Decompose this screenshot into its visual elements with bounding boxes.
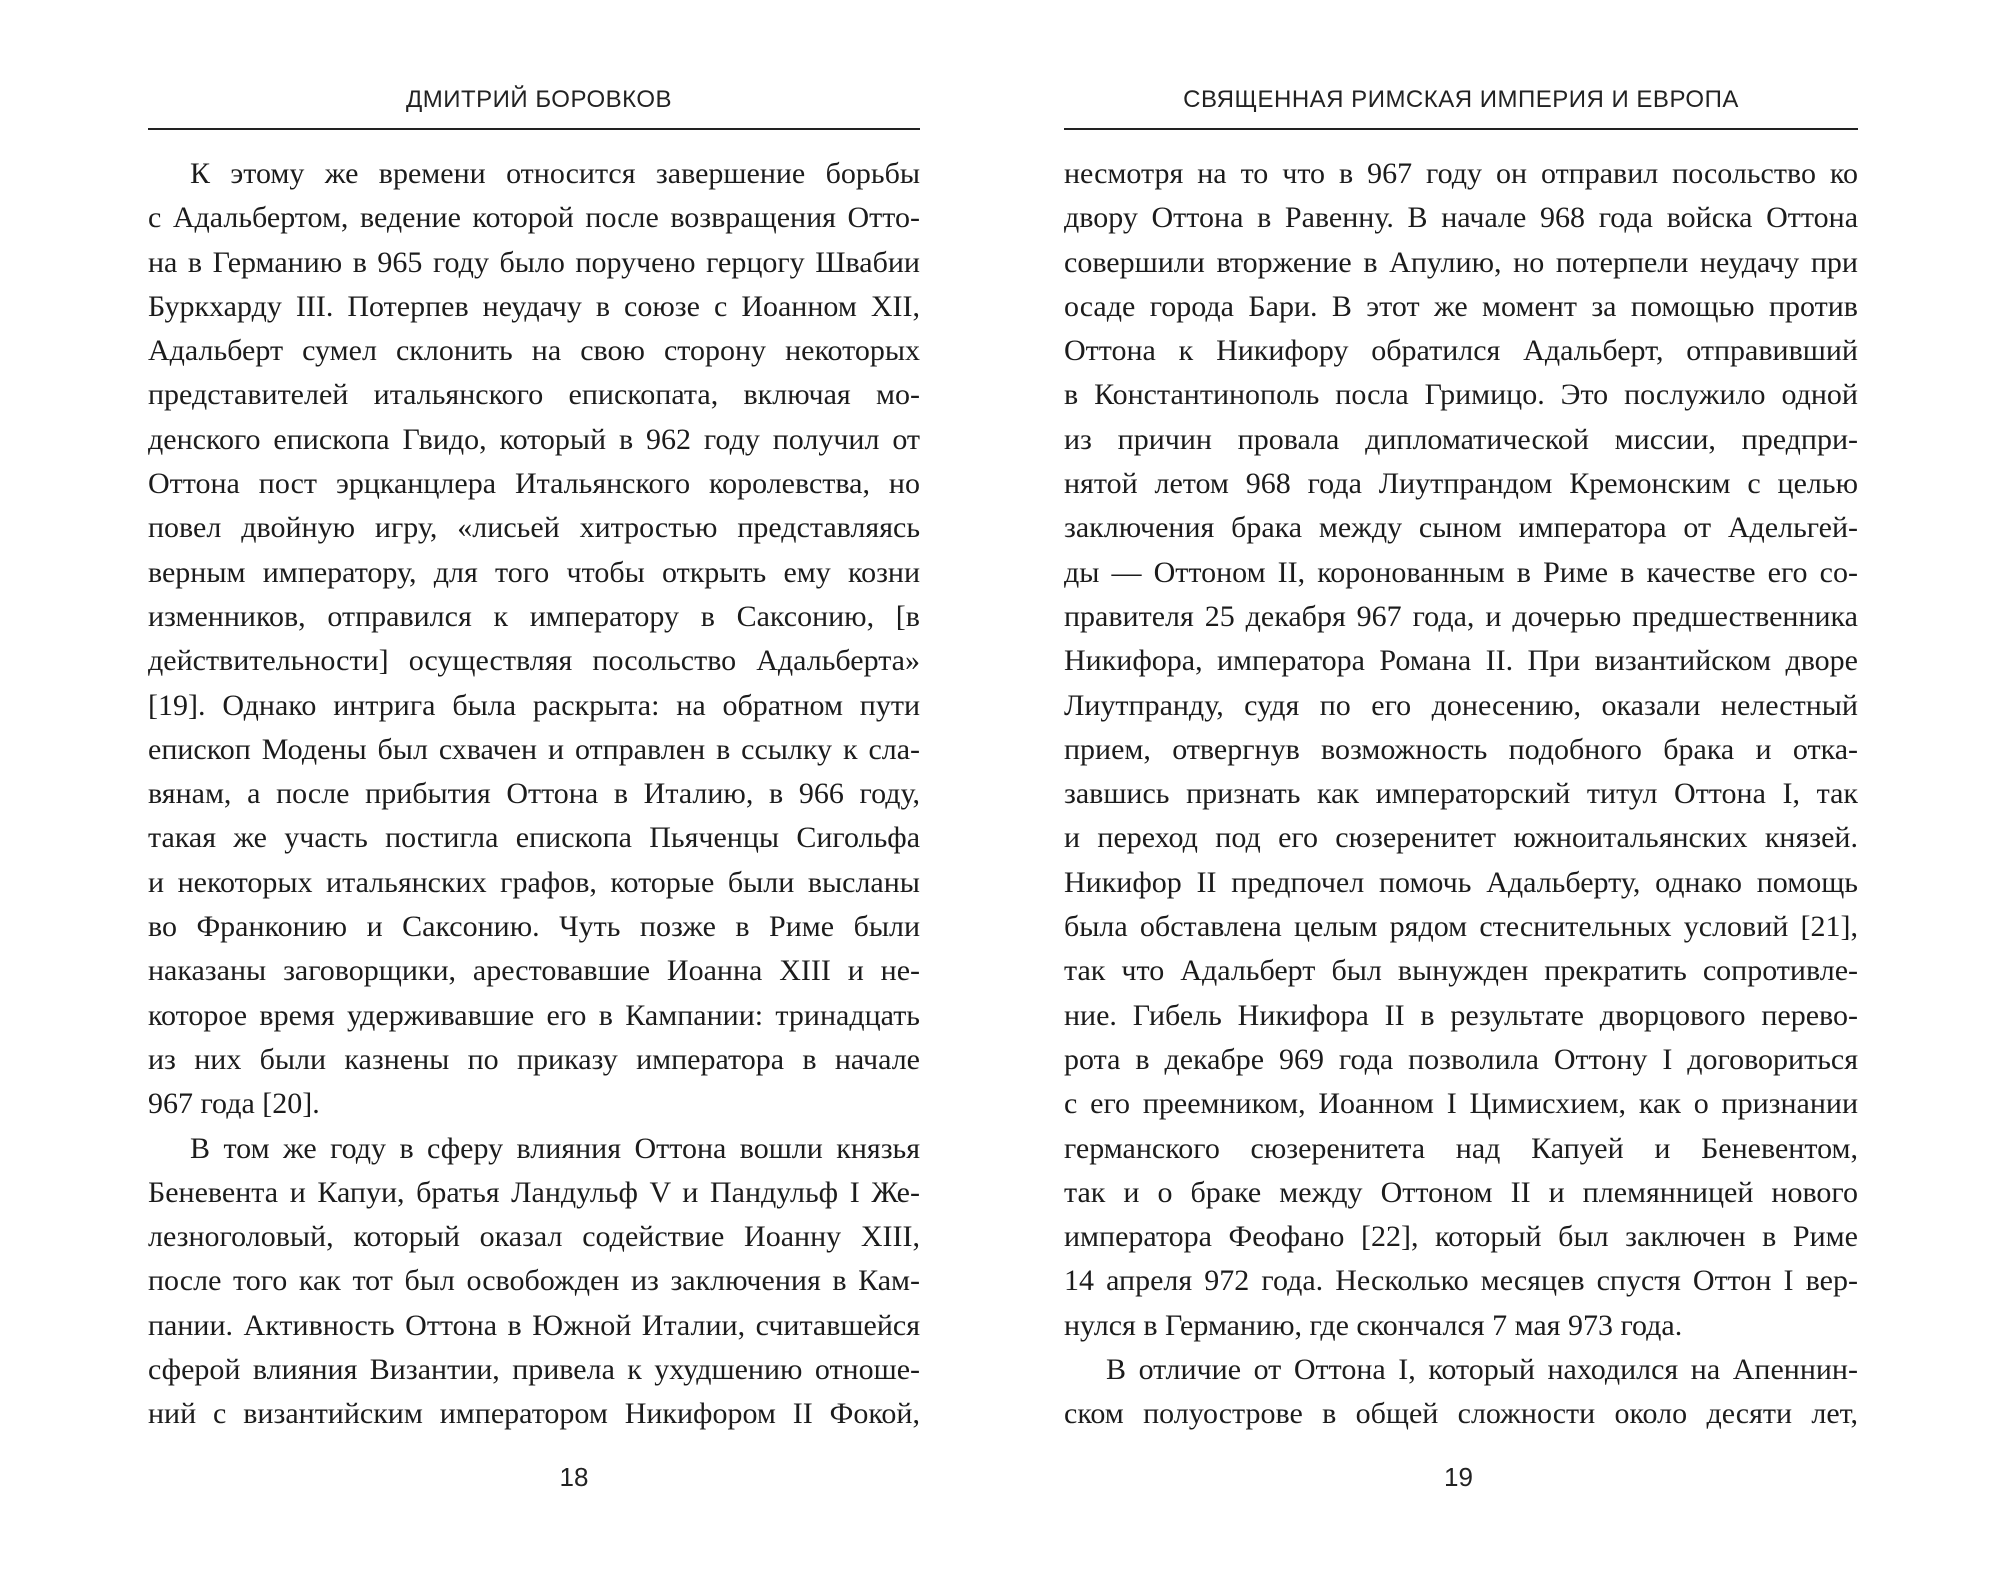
text-line: ды — Оттоном II, коронованным в Риме в качестве его со- <box>1064 555 1858 589</box>
text-line: епископ Модены был схвачен и отправлен в ссылку к сла- <box>148 732 921 766</box>
header-rule-right <box>1064 128 1858 130</box>
text-line: представителей итальянского епископата, включая мо- <box>148 378 920 412</box>
text-line: Лиутпранду, судя по его донесению, оказали нелестный <box>1064 688 1858 722</box>
text-line: осаде города Бари. В этот же момент за помощью против <box>1064 289 1858 323</box>
text-line: двору Оттона в Равенну. В начале 968 года войска Оттона <box>1064 201 1859 235</box>
text-line: действительности] осуществляя посольство Адальберта» <box>148 644 920 678</box>
text-line: была обставлена целым рядом стеснительных условий [21], <box>1064 910 1859 944</box>
page-number-left: 18 <box>559 1462 589 1492</box>
header-rule-left <box>148 128 920 130</box>
text-line: денского епископа Гвидо, который в 962 году получил от <box>148 422 921 456</box>
page-number-right: 19 <box>1444 1462 1473 1492</box>
text-line: вянам, а после прибытия Оттона в Италию, в 966 году, <box>148 777 920 811</box>
text-line: нулся в Германию, где скончался 7 мая 973 года. <box>1064 1308 1683 1342</box>
text-line: во Франконию и Саксонию. Чуть позже в Риме были <box>148 910 921 944</box>
paragraph <box>148 152 920 1127</box>
text-line: 14 апреля 972 года. Несколько месяцев спустя Оттон I вер- <box>1064 1264 1858 1298</box>
text-line: сферой влияния Византии, привела к ухудшению отноше- <box>148 1353 921 1387</box>
text-line: наказаны заговорщики, арестовавшие Иоанна XIII и не- <box>148 954 921 988</box>
text-line: Буркхарду III. Потерпев неудачу в союзе с Иоанном XII, <box>148 289 921 323</box>
text-line: германского сюзеренитета над Капуей и Беневентом, <box>1064 1131 1858 1165</box>
text-line: в Константинополь посла Гримицо. Это послужило одной <box>1064 378 1858 412</box>
text-line: после того как тот был освобожден из заключения в Кам- <box>148 1264 920 1298</box>
text-line: и переход под его сюзеренитет южноитальянских князей. <box>1064 821 1858 855</box>
text-line: несмотря на то что в 967 году он отправил посольство ко <box>1064 157 1858 190</box>
text-line: императора Феофано [22], который был заключен в Риме <box>1064 1220 1858 1254</box>
text-line: нятой летом 968 года Лиутпрандом Кремонским с целью <box>1064 467 1858 501</box>
text-line: Адальберт сумел склонить на свою сторону некоторых <box>148 334 921 368</box>
text-line: Беневента и Капуи, братья Ландульф V и Пандульф I Же- <box>148 1175 920 1209</box>
paragraph <box>148 1127 920 1437</box>
text-line: К этому же времени относится завершение борьбы <box>190 157 920 190</box>
text-line: пании. Активность Оттона в Южной Италии, считавшейся <box>148 1308 921 1342</box>
text-line: В том же году в сферу влияния Оттона вошли князья <box>190 1131 921 1165</box>
text-line: 967 года [20]. <box>148 1087 320 1121</box>
text-line: совершили вторжение в Апулию, но потерпели неудачу при <box>1064 245 1858 279</box>
text-line: с его преемником, Иоанном I Цимисхием, как о признании <box>1064 1087 1859 1121</box>
text-line: так и о браке между Оттоном II и племянницей нового <box>1064 1175 1858 1209</box>
text-line: повел двойную игру, «лисьей хитростью представляясь <box>148 511 921 545</box>
text-line: которое время удерживавшие его в Кампании: тринадцать <box>148 998 920 1032</box>
text-line: ском полуострове в общей сложности около десяти лет, <box>1064 1397 1858 1431</box>
text-line: заключения брака между сыном императора от Адельгей- <box>1064 511 1859 545</box>
text-line: такая же участь постигла епископа Пьяченцы Сигольфа <box>148 821 921 855</box>
running-head-left: ДМИТРИЙ БОРОВКОВ <box>405 86 673 113</box>
text-line: В отличие от Оттона I, который находился на Апеннин- <box>1106 1353 1858 1387</box>
text-line: Оттона к Никифору обратился Адальберт, отправивший <box>1064 334 1858 368</box>
text-line: Никифор II предпочел помочь Адальберту, однако помощь <box>1064 865 1858 899</box>
text-line: из причин провала дипломатической миссии, предпри- <box>1064 422 1858 456</box>
text-line: с Адальбертом, ведение которой после возвращения Отто- <box>148 201 920 235</box>
text-line: так что Адальберт был вынужден прекратить сопротивле- <box>1064 954 1859 988</box>
paragraph <box>1064 1348 1858 1437</box>
text-line: верным императору, для того чтобы открыть ему козни <box>148 555 921 589</box>
right-page <box>1064 0 1858 1580</box>
text-line: ние. Гибель Никифора II в результате дворцового перево- <box>1064 998 1858 1032</box>
text-line: правителя 25 декабря 967 года, и дочерью предшественника <box>1064 599 1858 633</box>
text-line: завшись признать как императорский титул Оттона I, так <box>1064 777 1858 811</box>
text-line: прием, отвергнув возможность подобного брака и отка- <box>1064 732 1858 766</box>
text-line: изменников, отправился к императору в Саксонию, [в <box>148 599 920 633</box>
text-line: лезноголовый, который оказал содействие Иоанну XIII, <box>148 1220 921 1254</box>
left-page <box>148 0 920 1580</box>
text-line: [19]. Однако интрига была раскрыта: на обратном пути <box>148 688 921 722</box>
text-line: и некоторых итальянских графов, которые были высланы <box>148 865 920 899</box>
body-text-left <box>148 152 920 1437</box>
text-line: рота в декабре 969 года позволила Оттону I договориться <box>1064 1042 1859 1076</box>
body-text-right <box>1064 152 1858 1437</box>
paragraph <box>1064 152 1858 1348</box>
text-line: из них были казнены по приказу императора в начале <box>148 1042 920 1076</box>
text-line: на в Германию в 965 году было поручено герцогу Швабии <box>148 245 920 279</box>
text-line: Оттона пост эрцканцлера Итальянского королевства, но <box>148 467 920 501</box>
text-line: Никифора, императора Романа II. При византийском дворе <box>1064 644 1858 678</box>
text-line: ний с византийским императором Никифором II Фокой, <box>148 1397 920 1431</box>
running-head-right: СВЯЩЕННАЯ РИМСКАЯ ИМПЕРИЯ И ЕВРОПА <box>1183 86 1739 113</box>
